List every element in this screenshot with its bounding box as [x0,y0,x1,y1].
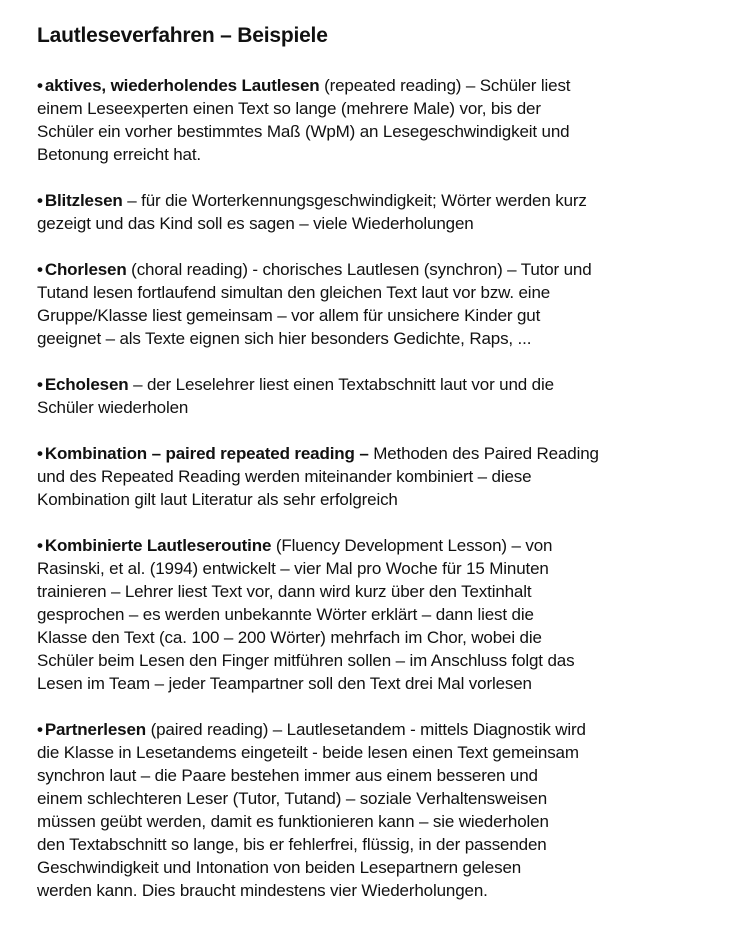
entry-line: die Klasse in Lesetandems eingeteilt - beide lesen einen Text gemeinsam [37,743,579,762]
document-page [37,24,717,925]
entry-line: werden kann. Dies braucht mindestens vier Wiederholungen. [37,881,488,900]
bullet: • [37,191,43,210]
entry-line: trainieren – Lehrer liest Text vor, dann wird kurz über den Textinhalt [37,582,532,601]
entry-line: gezeigt und das Kind soll es sagen – viele Wiederholungen [37,214,474,233]
entry-line: Geschwindigkeit und Intonation von beiden Lesepartnern gelesen [37,858,522,877]
entry-line: Klasse den Text (ca. 100 – 200 Wörter) mehrfach im Chor, wobei die [37,628,542,647]
entry-line: Schüler wiederholen [37,398,189,417]
entry-text: (choral reading) - chorisches Lautlesen (synchron) – Tutor und [126,260,592,279]
entry-line: geeignet – als Texte eignen sich hier besonders Gedichte, Raps, ... [37,329,532,348]
entry-line: Schüler ein vorher bestimmtes Maß (WpM) an Lesegeschwindigkeit und [37,122,570,141]
entry-first-line [37,74,717,97]
entry-first-line [37,373,717,396]
entry-line: Kombination gilt laut Literatur als sehr erfolgreich [37,490,398,509]
entry-text: – für die Worterkennungsgeschwindigkeit; Wörter werden kurz [122,191,587,210]
entry-text: (Fluency Development Lesson) – von [271,536,553,555]
page-title: Lautleseverfahren – Beispiele [37,24,328,47]
entry-term: Partnerlesen [44,720,147,739]
entry-text: (paired reading) – Lautlesetandem - mittels Diagnostik wird [146,720,586,739]
entry-partnerlesen [37,718,717,902]
entry-text: (repeated reading) – Schüler liest [319,76,571,95]
bullet: • [37,536,43,555]
bullet: • [37,76,43,95]
entry-line: Tutand lesen fortlaufend simultan den gleichen Text laut vor bzw. eine [37,283,551,302]
entry-term: Kombination – paired repeated reading – [44,444,369,463]
entry-blitzlesen [37,189,717,235]
entry-text: – der Leselehrer liest einen Textabschnitt laut vor und die [128,375,554,394]
bullet: • [37,375,43,394]
entry-line: einem schlechteren Leser (Tutor, Tutand) – soziale Verhaltensweisen [37,789,547,808]
entry-first-line [37,534,717,557]
entry-line: gesprochen – es werden unbekannte Wörter erklärt – dann liest die [37,605,534,624]
entry-line: Lesen im Team – jeder Teampartner soll den Text drei Mal vorlesen [37,674,532,693]
entry-term: aktives, wiederholendes Lautlesen [44,76,320,95]
entry-line: und des Repeated Reading werden miteinander kombiniert – diese [37,467,532,486]
entry-kombination [37,442,717,511]
entry-first-line [37,718,717,741]
entry-term: Kombinierte Lautleseroutine [44,536,272,555]
bullet: • [37,720,43,739]
entry-line: den Textabschnitt so lange, bis er fehlerfrei, flüssig, in der passenden [37,835,547,854]
entry-line: synchron laut – die Paare bestehen immer aus einem besseren und [37,766,538,785]
entry-text: Methoden des Paired Reading [368,444,599,463]
bullet: • [37,444,43,463]
entry-aktives-lautlesen [37,74,717,166]
entry-term: Echolesen [44,375,129,394]
entry-line: müssen geübt werden, damit es funktionieren kann – sie wiederholen [37,812,549,831]
entry-kombinierte-lautleseroutine [37,534,717,695]
entry-chorlesen [37,258,717,350]
entry-first-line [37,189,717,212]
entry-line: Betonung erreicht hat. [37,145,201,164]
entry-line: einem Leseexperten einen Text so lange (mehrere Male) vor, bis der [37,99,541,118]
entry-line: Gruppe/Klasse liest gemeinsam – vor allem für unsichere Kinder gut [37,306,541,325]
entry-first-line [37,258,717,281]
bullet: • [37,260,43,279]
entry-first-line [37,442,717,465]
entry-line: Schüler beim Lesen den Finger mitführen sollen – im Anschluss folgt das [37,651,575,670]
entry-echolesen [37,373,717,419]
entry-line: Rasinski, et al. (1994) entwickelt – vier Mal pro Woche für 15 Minuten [37,559,549,578]
entry-term: Chorlesen [44,260,127,279]
entry-term: Blitzlesen [44,191,123,210]
